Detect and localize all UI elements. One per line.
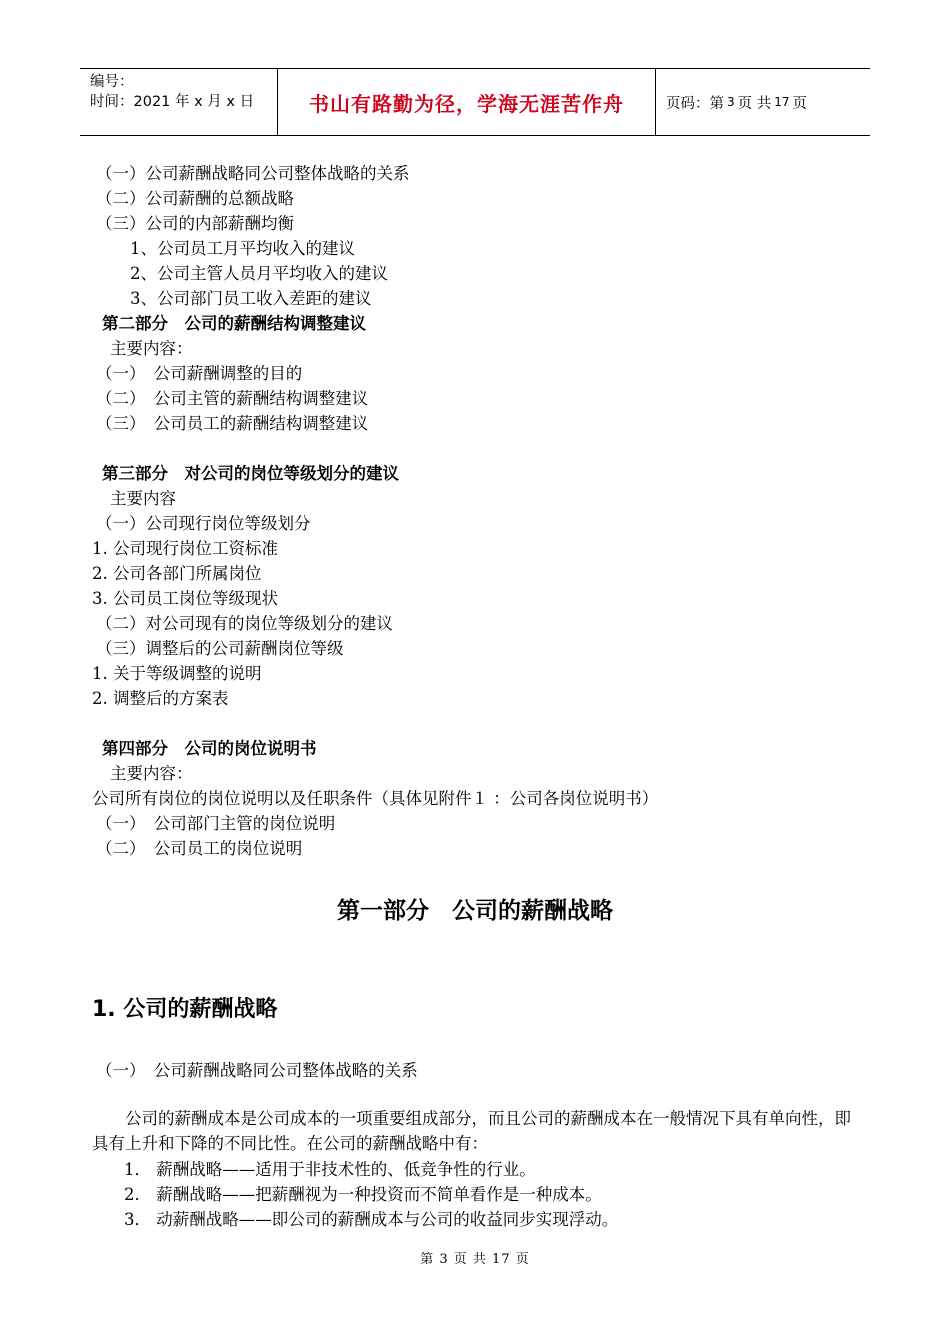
toc-main-label: 主要内容 xyxy=(110,489,176,508)
toc-main-label: 主要内容： xyxy=(110,339,193,358)
header-motto-cell xyxy=(278,69,656,135)
toc-part-title: 第二部分 公司的薪酬结构调整建议 xyxy=(102,314,366,333)
body-paragraph: 公司的薪酬成本是公司成本的一项重要组成部分，而且公司的薪酬成本在一般情况下具有单向性，即具有上升和下降的不同比性。在公司的薪酬战略中有： xyxy=(92,1109,851,1153)
toc-item: 2. 公司各部门所属岗位 xyxy=(92,564,262,583)
toc-item: 3、公司部门员工收入差距的建议 xyxy=(130,289,372,308)
subsection-heading: （一） 公司薪酬战略同公司整体战略的关系 xyxy=(96,1061,418,1080)
page-prefix: 页码：第 xyxy=(666,95,724,112)
page-suffix: 页 xyxy=(792,95,808,112)
page-mid: 页 共 xyxy=(737,95,772,112)
toc-item: （二）公司薪酬的总额战略 xyxy=(96,189,294,208)
toc-item: （二） 公司员工的岗位说明 xyxy=(96,839,303,858)
toc-item: （一） 公司薪酬调整的目的 xyxy=(96,364,303,383)
toc-item: （二）对公司现有的岗位等级划分的建议 xyxy=(96,614,393,633)
toc-part-title: 第三部分 对公司的岗位等级划分的建议 xyxy=(102,464,399,483)
page-footer: 第 3 页 共 17 页 xyxy=(420,1252,530,1267)
toc-item: （三）调整后的公司薪酬岗位等级 xyxy=(96,639,344,658)
list-item: 1． 薪酬战略——适用于非技术性的、低竞争性的行业。 xyxy=(124,1160,536,1179)
toc-item: 2、公司主管人员月平均收入的建议 xyxy=(130,264,388,283)
page-total: 17 xyxy=(774,95,790,109)
toc-part-title: 第四部分 公司的岗位说明书 xyxy=(102,739,317,758)
toc-item: （一）公司薪酬战略同公司整体战略的关系 xyxy=(96,164,410,183)
header-motto: 书山有路勤为径，学海无涯苦作舟 xyxy=(309,91,624,116)
page-current: 3 xyxy=(727,95,735,109)
section-heading: 1. 公司的薪酬战略 xyxy=(92,997,278,1022)
toc-item: （三）公司的内部薪酬均衡 xyxy=(96,214,294,233)
toc-item: 1、公司员工月平均收入的建议 xyxy=(130,239,355,258)
toc-item: （一）公司现行岗位等级划分 xyxy=(96,514,311,533)
list-item: 3． 动薪酬战略——即公司的薪酬成本与公司的收益同步实现浮动。 xyxy=(124,1210,619,1229)
list-item: 2． 薪酬战略——把薪酬视为一种投资而不简单看作是一种成本。 xyxy=(124,1185,602,1204)
number-label: 编号： xyxy=(90,74,134,90)
time-label: 时间：2021 年 x 月 x 日 xyxy=(90,94,255,110)
part-heading: 第一部分 公司的薪酬战略 xyxy=(337,898,613,924)
toc-item: 2. 调整后的方案表 xyxy=(92,689,229,708)
toc-main-label: 主要内容： xyxy=(110,764,193,783)
toc-description: 公司所有岗位的岗位说明以及任职条件（具体见附件１ ：公司各岗位说明书） xyxy=(92,789,659,808)
header-page-number xyxy=(656,69,870,135)
toc-item: （二） 公司主管的薪酬结构调整建议 xyxy=(96,389,369,408)
toc-item: 1. 关于等级调整的说明 xyxy=(92,664,262,683)
toc-item: 1. 公司现行岗位工资标准 xyxy=(92,539,278,558)
page-header xyxy=(80,68,870,136)
toc-item: （一） 公司部门主管的岗位说明 xyxy=(96,814,336,833)
header-meta xyxy=(80,69,278,135)
toc-item: （三） 公司员工的薪酬结构调整建议 xyxy=(96,414,369,433)
toc-item: 3. 公司员工岗位等级现状 xyxy=(92,589,278,608)
